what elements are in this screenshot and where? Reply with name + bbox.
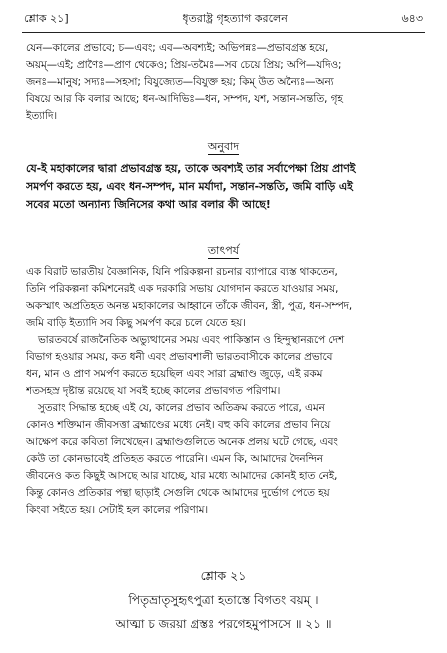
header-divider — [22, 32, 425, 33]
synonyms-line: যেন—কালের প্রভাবে; চ—এবং; এব—অবশ্যই; অভিপন্নঃ—প্রভাবগ্রস্ত হয়ে, — [26, 42, 329, 54]
header-chapter-title: ধৃতরাষ্ট্র গৃহত্যাগ করলেন — [182, 11, 288, 25]
purport-line: কিন্তু কোনও প্রতিকার পন্থা ছাড়াই সেগুলি থেকে আমাদের দুর্ভোগ পেতে হয় — [26, 487, 330, 499]
purport-line: সুতরাং সিদ্ধান্ত হচ্ছে এই যে, কালের প্রভাব অতিক্রম করতে পারে, এমন — [38, 402, 325, 414]
purport-line: ধন, মান ও প্রাণ সমর্পণ করতে হয়েছিল এবং সারা ব্রহ্মাণ্ড জুড়ে, এই রকম — [26, 368, 323, 380]
synonyms-line: ইত্যাদি। — [26, 110, 58, 122]
synonyms-section — [26, 40, 422, 125]
purport-section — [26, 264, 422, 519]
purport-line: আক্ষেপ করে কবিতা লিখেছেন। ব্রহ্মাণ্ডগুলিতে অনেক প্রলয় ঘটে গেছে, এবং — [26, 436, 338, 448]
header-verse-ref: শ্লোক ২১] — [24, 11, 69, 25]
purport-line: এক বিরাট ভারতীয় বৈজ্ঞানিক, যিনি পরিকল্পনা রচনার ব্যাপারে ব্যস্ত থাকতেন, — [26, 266, 338, 278]
synonyms-line: বিষয়ে আর কি বলার আছে; ধন-আদিভিঃ—ধন, সম্পদ, যশ, সন্তান-সন্ততি, গৃহ — [26, 93, 343, 105]
translation-heading: অনুবাদ — [207, 140, 240, 153]
purport-line: জীবনেও কত কিছুই আসছে আর যাচ্ছে, যার মধ্যে আমাদের কোনই হাত নেই, — [26, 470, 338, 482]
purport-line: জমি বাড়ি ইত্যাদি সব কিছু সমর্পণ করে চলে যেতে হয়। — [26, 317, 246, 329]
synonyms-line: অয়ম্—এই; প্রাণৈঃ—প্রাণ থেকেও; প্রিয়-তমৈঃ—সব চেয়ে প্রিয়; অপি—যদিও; — [26, 59, 342, 71]
purport-line: কিংবা সইতে হয়। সেটাই হল কালের পরিণাম। — [26, 504, 209, 516]
purport-line: তিনি পরিকল্পনা কমিশনেরই এক দরকারি সভায় যোগদান করতে যাওয়ার সময়, — [26, 283, 339, 295]
page-header — [24, 10, 423, 28]
translation-section — [26, 160, 422, 214]
purport-heading: তাৎপর্য — [207, 244, 240, 257]
verse-line: পিতৃভ্রাতৃসুহৃৎপুত্রা হতাস্তে বিগতং বয়ম্ । — [128, 593, 319, 607]
purport-line: বিভাগ হওয়ার সময়, কত ধনী এবং প্রভাবশালী ভারতবাসীকে কালের প্রভাবে — [26, 351, 333, 363]
header-page-number: ৬৪৩ — [401, 11, 423, 25]
translation-line: সবের মতো অন্যান্য জিনিসের কথা আর বলার কী আছে! — [26, 198, 271, 211]
translation-line: সমর্পণ করতে হয়, এবং ধন-সম্পদ, মান মর্যাদা, সন্তান-সন্ততি, জমি বাড়ি এই — [26, 180, 353, 193]
synonyms-line: জনঃ—মানুষ; সদ্যঃ—সহসা; বিযুজ্যেত—বিযুক্ত হয়; কিম্ উত অন্যৈঃ—অন্য — [26, 76, 334, 88]
purport-line: কোনও শক্তিমান জীবসত্তা ব্রহ্মাণ্ডের মধ্যে নেই। বহু কবি কালের প্রভাব নিয়ে — [26, 419, 331, 431]
verse-line: আত্মা চ জরয়া গ্রস্তঃ পরগেহমুপাসসে ॥ ২১ ॥ — [115, 617, 332, 631]
purport-line: শতসহস্র দৃষ্টান্ত রয়েছে যা সবই হচ্ছে কালের প্রভাবগত পরিণাম। — [26, 385, 281, 397]
verse-heading: শ্লোক ২১ — [200, 568, 247, 583]
purport-line: কেউ তা কোনভাবেই প্রতিহত করতে পারেনি। এমন কি, আমাদের দৈনন্দিন — [26, 453, 323, 465]
translation-line: যে-ই মহাকালের দ্বারা প্রভাবগ্রস্ত হয়, তাকে অবশ্যই তার সর্বাপেক্ষা প্রিয় প্রাণই — [26, 162, 356, 175]
purport-line: ভারতবর্ষে রাজনৈতিক অভ্যুত্থানের সময় এবং পাকিস্তান ও হিন্দুস্থানরূপে দেশ — [38, 334, 345, 346]
purport-line: অকস্মাৎ অপ্রতিহত অনন্ত মহাকালের আহ্বানে তাঁকে জীবন, স্ত্রী, পুত্র, ধন-সম্পদ, — [26, 300, 353, 312]
